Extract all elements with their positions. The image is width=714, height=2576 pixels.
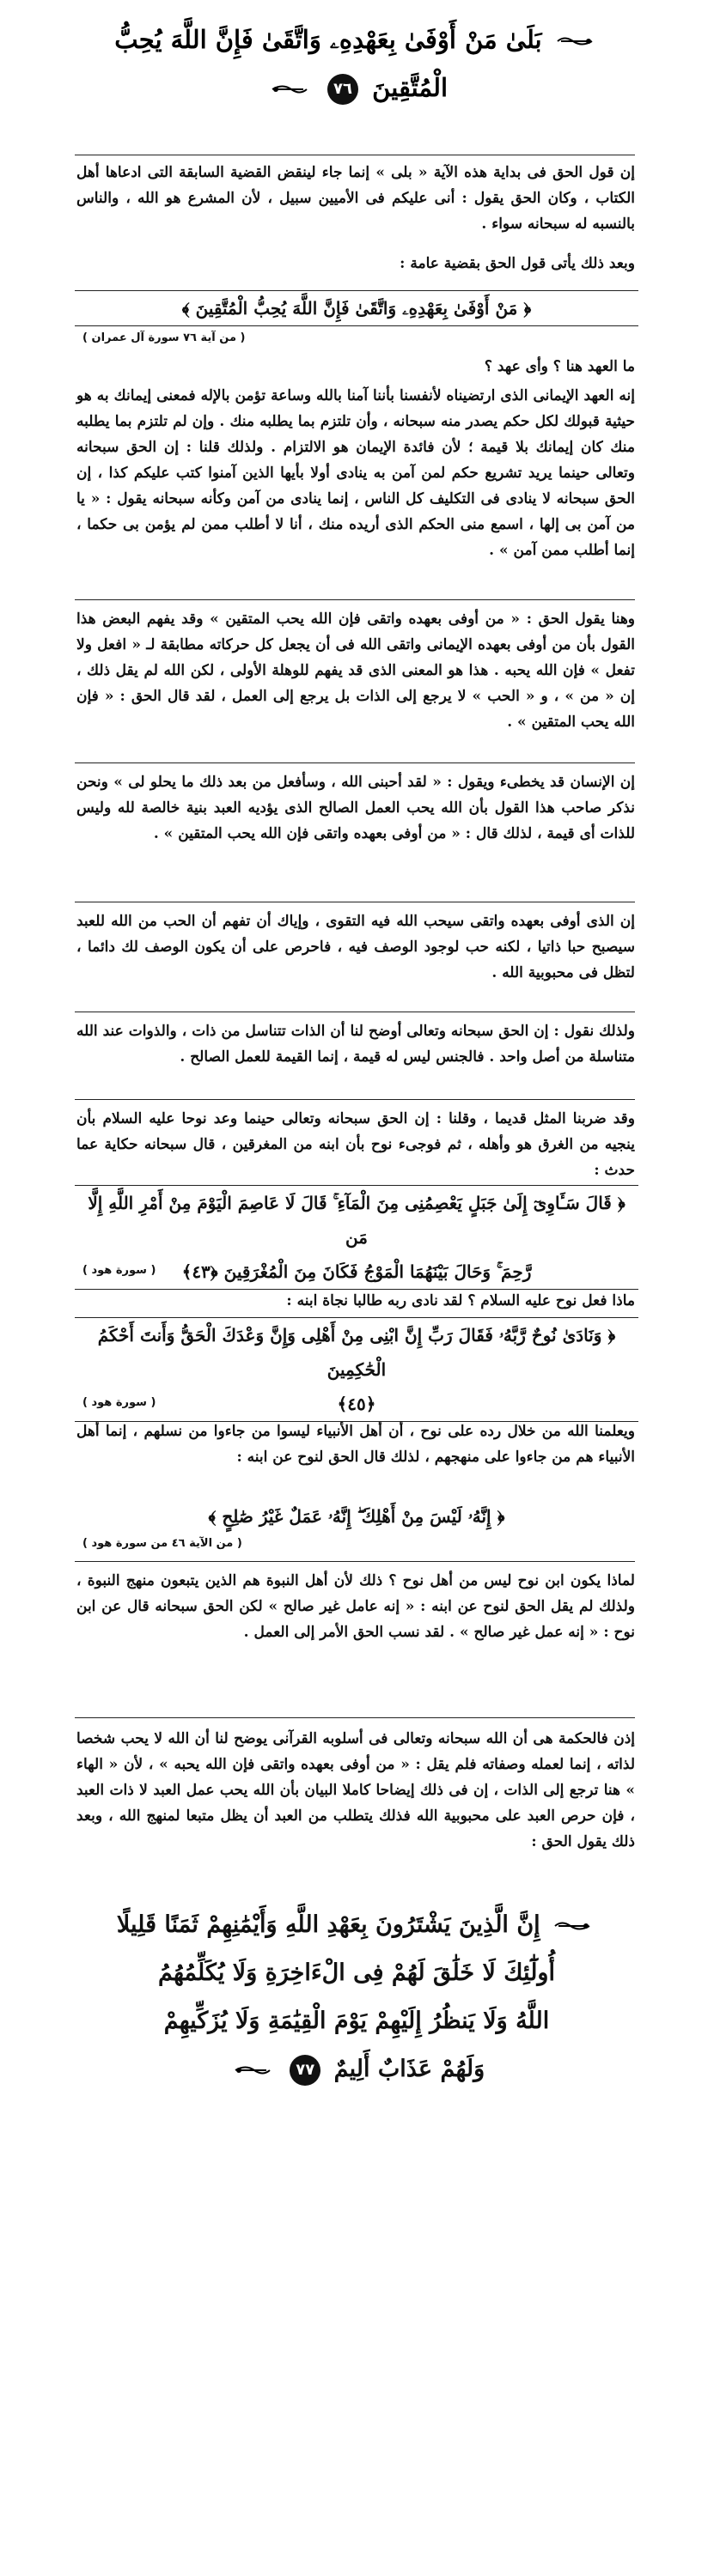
header-verse-line2: الْمُتَّقِينَ xyxy=(372,73,449,102)
quote-3-line1: ﴿ وَنَادَىٰ نُوحٌ رَّبَّهُۥ فَقَالَ رَبِّ إِنَّ ابْنِى مِنْ أَهْلِى وَإِنَّ وَعْدَكَ الْحَقُّ وَأَنتَ أَحْكَمُ الْحَٰكِمِينَ xyxy=(97,1325,616,1380)
quote-2-ref: ( سورة هود ) xyxy=(82,1264,156,1277)
final-verse-line2: أُولَٰٓئِكَ لَا خَلَٰقَ لَهُمْ فِى الْءَاخِرَةِ وَلَا يُكَلِّمُهُمُ xyxy=(158,1959,555,1986)
quote-3 xyxy=(75,1317,638,1422)
final-verse xyxy=(75,1901,638,2093)
quote-2-line1: ﴿ قَالَ سَـَٔاوِىٓ إِلَىٰ جَبَلٍ يَعْصِمُنِى مِنَ الْمَآءِ ۚ قَالَ لَا عَاصِمَ الْيَوْمَ مِنْ أَمْرِ اللَّهِ إِلَّا مَن xyxy=(88,1193,626,1248)
paragraph-5: وهنا يقول الحق : « من أوفى بعهده واتقى فإن الله يحب المتقين » وقد يفهم البعض هذا القول بأن من أوفى بعهده الإيمانى واتقى الله فى أن يجعل كل حركاته مطابقة لـ « افعل ولا تفعل » فإن الله يحبه . هذا هو المعنى الذى قد يفهم للوهلة الأولى ، لكن الله لم يقل ذلك ، إن « من » ، و « الحب » لا يرجع إلى الذات بل يرجع إلى العمل ، لقد قال الحق : « فإن الله يحب المتقين » . xyxy=(76,611,635,731)
final-verse-line4 xyxy=(75,2045,638,2093)
final-verse-line4-text: وَلَهُمْ عَذَابٌ أَلِيمٌ xyxy=(333,2056,485,2082)
final-verse-line3: اللَّهُ وَلَا يَنظُرُ إِلَيْهِمْ يَوْمَ الْقِيَٰمَةِ وَلَا يُزَكِّيهِمْ xyxy=(163,2008,550,2034)
quote-4-ref: ( من الآية ٤٦ من سورة هود ) xyxy=(82,1537,242,1550)
paragraph-11: ويعلمنا الله من خلال رده على نوح ، أن أهل الأنبياء ليسوا من جاءوا من نسلهم ، إنما أهل الأنبياء هم من جاءوا على منهجهم ، لذلك قال الحق لنوح عن ابنه : xyxy=(76,1423,635,1466)
quote-2-line2: رَّحِمَ ۚ وَحَالَ بَيْنَهُمَا الْمَوْجُ فَكَانَ مِنَ الْمُغْرَقِينَ ﴿٤٣﴾ xyxy=(181,1261,532,1282)
header-verse xyxy=(86,15,627,112)
paragraph-1: إن قول الحق فى بداية هذه الآية « بلى » إنما جاء لينقض القضية السابقة التى ادعاها أهل الكتاب ، وكان الحق يقول : أنى عليكم فى الأميين سبيل ، لأن المشرع هو الله ، والناس بالنسبه له سبحانه سواء . xyxy=(76,164,635,233)
verse-number-icon: ٧٦ xyxy=(327,74,358,105)
paragraph-9: وقد ضربنا المثل قديما ، وقلنا : إن الحق سبحانه وتعالى حينما وعد نوحا عليه السلام بأن ينجيه من الغرق هو وأهله ، ثم فوجىء نوح بأن ابنه من المغرقين ، قال سبحانه حكاية عما حدث : xyxy=(76,1110,635,1179)
quote-3-line2: ﴿٤٥﴾ xyxy=(337,1394,376,1414)
quote-4: ﴿ إِنَّهُۥ لَيْسَ مِنْ أَهْلِكَ ۖ إِنَّهُۥ عَمَلٌ غَيْرُ صَٰلِحٍ ﴾ xyxy=(208,1506,505,1527)
paragraph-6: إن الإنسان قد يخطىء ويقول : « لقد أحبنى الله ، وسأفعل من بعد ذلك ما يحلو لى » ونحن نذكر صاحب هذا القول بأن الله يحب العمل الصالح الذى يؤديه العبد بنية خالصة لله وليس للذات أى قيمة ، لذلك قال : « من أوفى بعهده واتقى فإن الله يحب المتقين » . xyxy=(76,774,635,842)
quote-2 xyxy=(75,1185,638,1290)
paragraph-4: إنه العهد الإيمانى الذى ارتضيناه لأنفسنا بأننا آمنا بالله وساعة تؤمن بالإله فمعنى إيمانك به هو حيثية قبولك لكل حكم يصدر منه سبحانه ، وأن تلتزم بما يطلبه منك . وإن لم تلتزم بما يطلبه منك كان إيمانك بلا قيمة ؛ لأن فائدة الإيمان هو الالتزام . ولذلك قلنا : إن الحق سبحانه وتعالى حينما يريد تشريع حكم لمن آمن به ينادى أولا بأيها الذين آمنوا كتب عليكم كذا ، إن الحق سبحانه لا ينادى فى التكليف كل الناس ، إنما ينادى من آمن وكأنه سبحانه يقول : « يا من آمن بى إلها ، اسمع منى الحكم الذى أريده منك ، أنا لا أطلب ممن لم يؤمن بى حكما ، إنما أطلب ممن آمن » . xyxy=(76,387,635,559)
paragraph-13: إذن فالحكمة هى أن الله سبحانه وتعالى فى أسلوبه القرآنى يوضح لنا أن الله لا يحب شخصا لذاته ، إنما لعمله وصفاته فلم يقل : « من أوفى بعهده واتقى فإن الله يحبه » ، لأن « الهاء » هنا ترجع إلى الذات ، إن فى ذلك إيضاحا كاملا البيان بأن الله يحب عمل العبد لا ذات العبد ، فإن حرص العبد على محبوبية الله فذلك يتطلب من العبد أن يظل متبعا لمنهج الله ، وبعد ذلك يقول الحق : xyxy=(76,1730,635,1850)
paragraph-2: وبعد ذلك يأتى قول الحق بقضية عامة : xyxy=(400,255,635,272)
divider xyxy=(75,1561,635,1562)
paragraph-3: ما العهد هنا ؟ وأى عهد ؟ xyxy=(484,358,635,375)
ornament-right-icon xyxy=(553,1920,591,1932)
ornament-left-icon xyxy=(234,2064,272,2076)
paragraph-7: إن الذى أوفى بعهده واتقى سيحب الله فيه التقوى ، وإياك أن تفهم أن الحب من الله للعبد سيصبح حبا ذاتيا ، لكنه حب لوجود الوصف فيه ، فاحرص على أن يكون الوصف لك دائما ، لتظل فى محبوبية الله . xyxy=(76,913,635,981)
divider xyxy=(75,1099,635,1100)
divider xyxy=(75,1717,635,1718)
verse-number-icon: ٧٧ xyxy=(290,2055,320,2086)
paragraph-10: ماذا فعل نوح عليه السلام ؟ لقد نادى ربه طالبا نجاة ابنه : xyxy=(286,1292,635,1309)
quote-3-ref: ( سورة هود ) xyxy=(82,1396,156,1409)
divider xyxy=(75,762,635,763)
quote-1: ﴿ مَنْ أَوْفَىٰ بِعَهْدِهِۦ وَاتَّقَىٰ فَإِنَّ اللَّهَ يُحِبُّ الْمُتَّقِينَ ﴾ xyxy=(75,290,638,326)
ornament-right-icon xyxy=(556,35,594,47)
final-verse-line1-text: إِنَّ الَّذِينَ يَشْتَرُونَ بِعَهْدِ اللَّهِ وَأَيْمَٰنِهِمْ ثَمَنًا قَلِيلًا xyxy=(116,1911,540,1938)
paragraph-8: ولذلك نقول : إن الحق سبحانه وتعالى أوضح لنا أن الذات تتناسل من ذات ، والذوات عند الله متناسلة من أصل واحد . فالجنس ليس له قيمة ، إنما القيمة للعمل الصالح . xyxy=(76,1023,635,1066)
final-verse-line1 xyxy=(75,1901,638,1949)
quote-1-ref: ( من آية ٧٦ سورة آل عمران ) xyxy=(82,331,246,344)
divider xyxy=(75,599,635,600)
ornament-left-icon xyxy=(271,83,308,95)
paragraph-12: لماذا يكون ابن نوح ليس من أهل نوح ؟ ذلك لأن أهل النبوة هم الذين يتبعون منهج النبوة ، ولذلك لم يقل الحق لنوح عن ابنه : « إنه عامل غير صالح » لكن الحق سبحانه قال عن ابن نوح : « إنه عمل غير صالح » . لقد نسب الحق الأمر إلى العمل . xyxy=(76,1572,635,1641)
header-verse-line1: بَلَىٰ مَنْ أَوْفَىٰ بِعَهْدِهِۦ وَاتَّقَىٰ فَإِنَّ اللَّهَ يُحِبُّ xyxy=(114,25,542,54)
